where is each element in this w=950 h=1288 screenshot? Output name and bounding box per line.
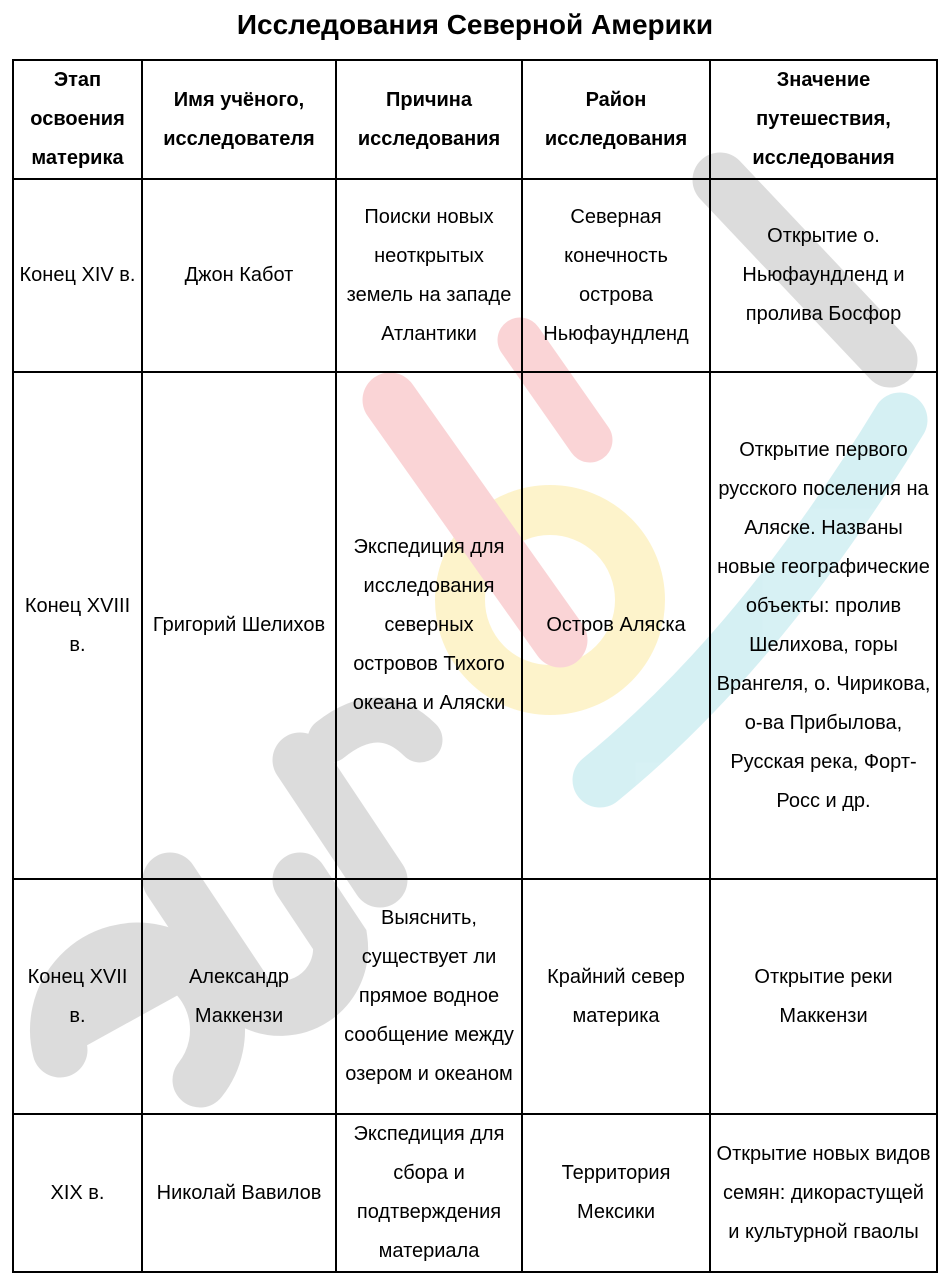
cell-area: Остров Аляска	[522, 372, 710, 879]
table-header-row	[13, 60, 937, 179]
cell-reason: Экспедиция для исследования северных островов Тихого океана и Аляски	[336, 372, 522, 879]
cell-name: Николай Вавилов	[142, 1114, 336, 1272]
cell-stage: Конец XVII в.	[13, 879, 142, 1114]
cell-name: Григорий Шелихов	[142, 372, 336, 879]
cell-name: Джон Кабот	[142, 179, 336, 372]
cell-stage: XIX в.	[13, 1114, 142, 1272]
header-significance: Значение путешествия, исследования	[710, 60, 937, 179]
table-row	[13, 372, 937, 879]
table-row	[13, 879, 937, 1114]
cell-area: Крайний север материка	[522, 879, 710, 1114]
cell-reason: Поиски новых неоткрытых земель на западе Атлантики	[336, 179, 522, 372]
cell-area: Северная конечность острова Ньюфаундленд	[522, 179, 710, 372]
cell-name: Александр Маккензи	[142, 879, 336, 1114]
cell-significance: Открытие реки Маккензи	[710, 879, 937, 1114]
table-row	[13, 1114, 937, 1272]
header-stage: Этап освоения материка	[13, 60, 142, 179]
header-name: Имя учёного, исследователя	[142, 60, 336, 179]
cell-significance: Открытие первого русского поселения на Аляске. Названы новые географические объекты: пролив Шелихова, горы Врангеля, о. Чирикова, о-ва Прибылова, Русская река, Форт-Росс и др.	[710, 372, 937, 879]
exploration-table	[12, 59, 938, 1273]
header-reason: Причина исследования	[336, 60, 522, 179]
cell-area: Территория Мексики	[522, 1114, 710, 1272]
cell-reason: Выяснить, существует ли прямое водное сообщение между озером и океаном	[336, 879, 522, 1114]
cell-significance: Открытие о. Ньюфаундленд и пролива Босфор	[710, 179, 937, 372]
table-row	[13, 179, 937, 372]
cell-stage: Конец XVIII в.	[13, 372, 142, 879]
page-title: Исследования Северной Америки	[236, 9, 714, 40]
cell-significance: Открытие новых видов семян: дикорастущей и культурной гваолы	[710, 1114, 937, 1272]
header-area: Район исследования	[522, 60, 710, 179]
cell-stage: Конец XIV в.	[13, 179, 142, 372]
cell-reason: Экспедиция для сбора и подтверждения материала	[336, 1114, 522, 1272]
